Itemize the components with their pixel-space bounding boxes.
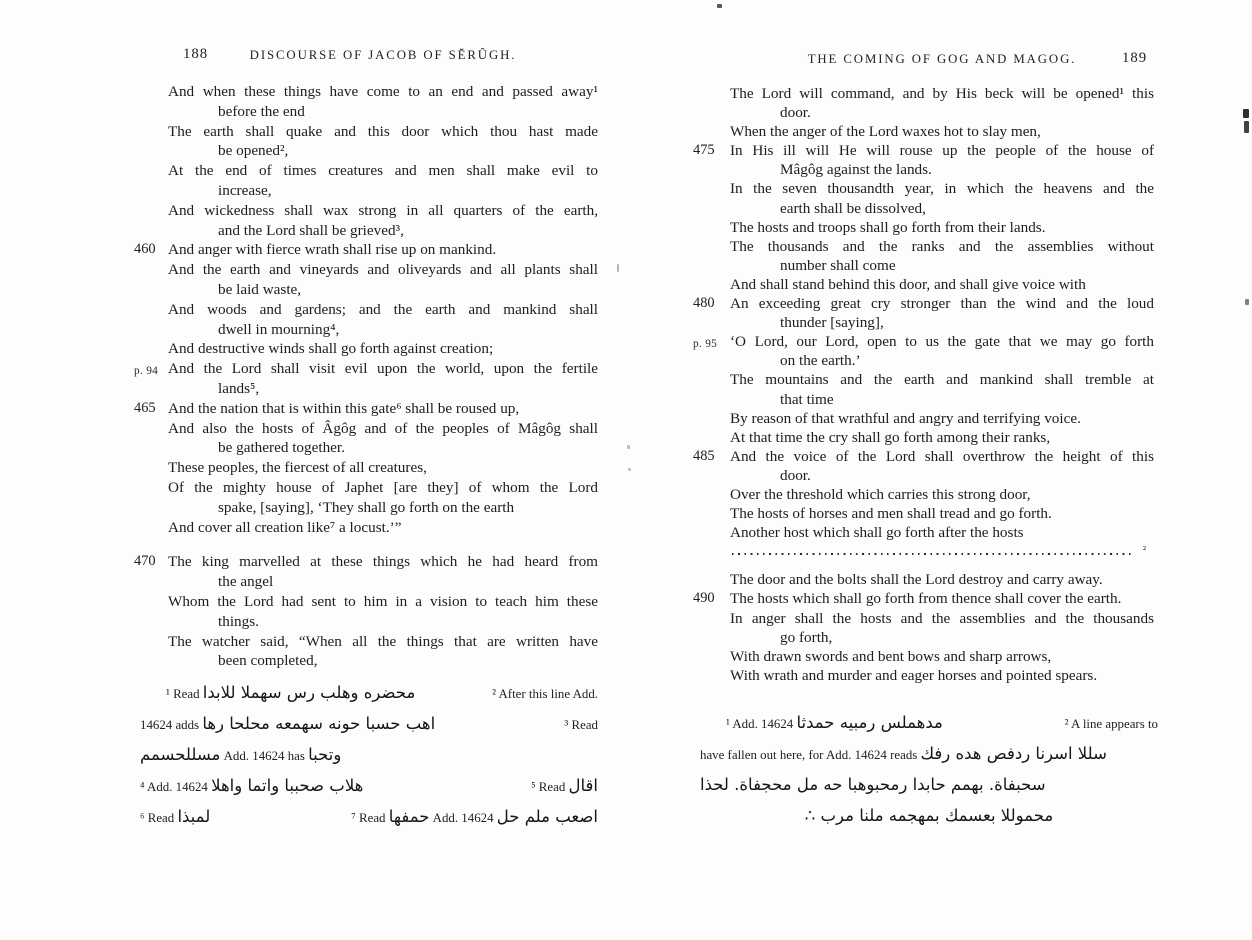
verse-number: 460 (134, 241, 156, 258)
verse-text: that time (780, 390, 834, 408)
verse-text: door. (780, 466, 811, 484)
verse-line (730, 428, 1154, 447)
verse-line (168, 419, 598, 439)
footnote-text: Add. 14624 (429, 811, 497, 825)
verse-line (730, 666, 1154, 685)
scan-speck (1245, 299, 1249, 305)
verse-text: The watcher said, “When all the things that are written have (168, 632, 598, 650)
verse-text: earth shall be dissolved, (780, 199, 926, 217)
verse-text: And the nation that is within this gate⁶ shall be roused up, (168, 399, 520, 417)
verse-text: lands⁵, (218, 379, 260, 397)
verse-line (730, 523, 1154, 542)
marginal-page-ref: p. 94 (134, 365, 159, 378)
footnote-group (140, 802, 210, 833)
verse-text: And when these things have come to an end and passed away¹ (168, 83, 598, 100)
verse-text: With drawn swords and bent bows and sharp arrows, (730, 647, 1052, 665)
verse-text: be gathered together. (218, 439, 345, 457)
verse-line (693, 447, 1154, 466)
verse-line (134, 552, 598, 572)
verse-line (730, 504, 1154, 523)
verse-text: Over the threshold which carries this strong door, (730, 485, 1031, 503)
verse-text: ‘O Lord, our Lord, open to us the gate that we may go forth (730, 333, 1154, 351)
verse-text: And the voice of the Lord shall overthrow the height of this (730, 447, 1154, 465)
verse-line (168, 379, 598, 399)
footnote-line (700, 708, 1158, 739)
verse-line (168, 280, 598, 300)
footnote-group (1065, 709, 1158, 739)
scan-speck (717, 4, 722, 8)
syriac-text: حمفها (388, 807, 430, 826)
verse-line (693, 294, 1154, 313)
verse-line (168, 201, 598, 221)
footnote-group (166, 678, 415, 709)
verse-text: spake, [saying], ‘They shall go forth on the earth (218, 498, 515, 516)
verse-line (730, 628, 1154, 647)
verse-text: By reason of that wrathful and angry and terrifying voice. (730, 409, 1081, 427)
verse-line (168, 498, 598, 518)
verse-line (693, 332, 1154, 351)
verse-line (693, 589, 1154, 608)
page-number-left: 188 (183, 46, 209, 62)
verse-text: Mâgôg against the lands. (780, 161, 932, 179)
verse-line (693, 141, 1154, 160)
footnote-text: ⁴ Add. 14624 (140, 780, 212, 794)
verse-line (168, 518, 598, 538)
verse-text: And cover all creation like⁷ a locust.’” (168, 518, 402, 536)
page-right-footnotes (700, 708, 1158, 832)
page-right-body (693, 84, 1154, 685)
verse-number: 465 (134, 399, 156, 416)
verse-line (730, 409, 1154, 428)
verse-text: And the earth and vineyards and oliveyards and all plants shall (168, 261, 598, 279)
footnote-text: ⁷ Read (351, 811, 389, 825)
verse-line (730, 466, 1154, 485)
footnote-group (492, 679, 598, 709)
verse-text: be laid waste, (218, 280, 302, 298)
verse-line (168, 572, 598, 592)
verse-line (168, 651, 598, 671)
footnote-line (140, 678, 598, 709)
verse-text: The thousands and the ranks and the assemblies without (730, 237, 1154, 255)
verse-text: And also the hosts of Âgôg and of the peoples of Mâgôg shall (168, 419, 598, 437)
verse-line (168, 122, 598, 142)
verse-text: The king marvelled at these things which he had heard from (168, 553, 598, 571)
footnote-group (700, 775, 1046, 794)
verse-number: 480 (693, 295, 715, 312)
verse-text: The hosts and troops shall go forth from their lands. (730, 218, 1046, 236)
verse-line (730, 218, 1154, 237)
verse-line (730, 160, 1154, 179)
syriac-text: هلاب صحببا واتما واهلا (211, 776, 364, 795)
verse-line (134, 359, 598, 379)
verse-text: In anger shall the hosts and the assemblies and the thousands (730, 609, 1154, 627)
verse-text: The Lord will command, and by His beck will be opened¹ this (730, 85, 1154, 102)
footnote-text: ⁵ Read (531, 780, 569, 794)
verse-line (730, 370, 1154, 389)
verse-text: dwell in mourning⁴, (218, 320, 340, 338)
verse-line (730, 84, 1154, 103)
syriac-text: اقال (568, 776, 598, 795)
verse-line (168, 82, 598, 102)
footnote-text: ² A line appears to (1064, 717, 1158, 731)
verse-text: And destructive winds shall go forth against creation; (168, 340, 494, 358)
verse-line (730, 237, 1154, 256)
verse-text: At that time the cry shall go forth among their ranks, (730, 428, 1051, 446)
verse-text: And shall stand behind this door, and shall give voice with (730, 275, 1086, 293)
verse-text: And woods and gardens; and the earth and mankind shall (168, 300, 598, 318)
syriac-text: وتحبا (308, 745, 342, 764)
verse-text: go forth, (780, 628, 833, 646)
footnote-group (351, 802, 598, 833)
verse-line (168, 458, 598, 478)
verse-text: And wickedness shall wax strong in all quarters of the earth, (168, 201, 598, 219)
verse-text: before the end (218, 102, 305, 120)
verse-line (730, 179, 1154, 198)
footnote-text: ³ Read (564, 718, 598, 732)
verse-text: thunder [saying], (780, 314, 884, 332)
footnote-group (140, 709, 435, 740)
syriac-text: لمبذا (177, 807, 211, 826)
footnote-line (140, 709, 598, 740)
verse-text: been completed, (218, 652, 318, 670)
verse-line (730, 609, 1154, 628)
verse-text: The earth shall quake and this door which thou hast made (168, 122, 598, 140)
verse-number: 490 (693, 590, 715, 607)
footnote-text: ¹ Add. 14624 (726, 717, 797, 731)
verse-line (168, 478, 598, 498)
footnote-group (804, 806, 1054, 825)
footnote-group (140, 771, 363, 802)
verse-number: 485 (693, 447, 715, 464)
dotted-rule (732, 553, 1132, 555)
verse-line (168, 592, 598, 612)
verse-line (168, 221, 598, 241)
verse-text: things. (218, 612, 259, 630)
verse-text: An exceeding great cry stronger than the wind and the loud (730, 295, 1154, 313)
footnote-line (140, 771, 598, 802)
verse-text: number shall come (780, 256, 896, 274)
omission-line (730, 542, 1154, 561)
verse-line (168, 612, 598, 632)
verse-line (730, 256, 1154, 275)
footnote-text: have fallen out here, for Add. 14624 reads (700, 748, 921, 762)
syriac-text: مسللحسمم (140, 745, 221, 764)
verse-text: on the earth.’ (780, 352, 861, 370)
verse-text: At the end of times creatures and men shall make evil to (168, 162, 598, 180)
verse-text: The door and the bolts shall the Lord destroy and carry away. (730, 571, 1103, 589)
verse-text: the angel (218, 573, 274, 591)
syriac-text: مدهملس رمبيه حمدثا (796, 713, 943, 732)
footnote-line (700, 801, 1158, 832)
verse-line (168, 161, 598, 181)
footnote-group (726, 708, 943, 739)
verse-line (134, 399, 598, 419)
verse-line (134, 240, 598, 260)
verse-text: Of the mighty house of Japhet [are they] of whom the Lord (168, 478, 598, 496)
verse-line (730, 103, 1154, 122)
verse-line (730, 485, 1154, 504)
verse-text: The hosts of horses and men shall tread and go forth. (730, 505, 1052, 523)
verse-text: increase, (218, 181, 272, 199)
verse-line (730, 313, 1154, 332)
verse-text: In His ill will He will rouse up the people of the house of (730, 142, 1154, 160)
syriac-text: محضره وهلب رس سهملا للابدا (202, 683, 416, 702)
footnote-line (700, 770, 1158, 801)
verse-line (730, 647, 1154, 666)
verse-text: The mountains and the earth and mankind shall tremble at (730, 371, 1154, 389)
marginal-page-ref: p. 95 (693, 338, 718, 351)
verse-line (168, 260, 598, 280)
verse-text: be opened², (218, 142, 289, 160)
verse-text: With wrath and murder and eager horses and pointed spears. (730, 666, 1098, 684)
verse-text: Whom the Lord had sent to him in a vision to teach him these (168, 592, 598, 610)
footnote-line (140, 740, 598, 771)
page-number-right: 189 (1122, 50, 1148, 66)
scan-speck (1244, 121, 1249, 133)
verse-text: door. (780, 104, 811, 122)
verse-line (168, 300, 598, 320)
syriac-text: سللا اسرنا ردفص هده رفك (920, 744, 1107, 763)
page-left-footnotes (140, 678, 598, 833)
footnote-line (140, 802, 598, 833)
verse-number: 470 (134, 553, 156, 570)
scan-speck (628, 468, 631, 471)
verse-line (730, 275, 1154, 294)
footnote-group (700, 744, 1107, 763)
verse-line (168, 632, 598, 652)
verse-text: The hosts which shall go forth from thence shall cover the earth. (730, 590, 1122, 608)
footnote-marker: ² (1142, 545, 1146, 557)
verse-line (168, 141, 598, 161)
verse-text: Another host which shall go forth after the hosts (730, 524, 1024, 542)
scan-speck (617, 264, 619, 272)
verse-line (168, 339, 598, 359)
verse-line (168, 438, 598, 458)
footnote-group (531, 771, 598, 802)
verse-line (730, 570, 1154, 589)
syriac-text: محموللا بعسمك بمهجمه ملنا مرب ∴ (804, 806, 1054, 825)
running-title-right: THE COMING OF GOG AND MAGOG. (807, 52, 1077, 66)
footnote-group (140, 745, 342, 764)
verse-line (730, 351, 1154, 370)
footnote-text: 14624 adds (140, 718, 203, 732)
verse-line (730, 390, 1154, 409)
footnote-text: ² After this line Add. (492, 687, 598, 701)
verse-text: And the Lord shall visit evil upon the world, upon the fertile (168, 360, 598, 378)
scan-speck (627, 445, 630, 449)
verse-line (730, 199, 1154, 218)
verse-number: 475 (693, 142, 715, 159)
verse-text: and the Lord shall be grieved³, (218, 221, 404, 239)
verse-text: In the seven thousandth year, in which the heavens and the (730, 180, 1154, 198)
verse-line (730, 122, 1154, 141)
verse-line (168, 102, 598, 122)
verse-text: These peoples, the fiercest of all creatures, (168, 459, 427, 477)
verse-text: And anger with fierce wrath shall rise up on mankind. (168, 241, 497, 259)
verse-line (168, 320, 598, 340)
footnote-line (700, 739, 1158, 770)
syriac-text: سحبفاة. بهمم حابدا رمحبوهبا حه مل محجفاة. لحذا (700, 775, 1046, 794)
footnote-text: ¹ Read (166, 687, 203, 701)
footnote-text: ⁶ Read (140, 811, 178, 825)
syriac-text: اصعب ملم حل (496, 807, 598, 826)
verse-text: When the anger of the Lord waxes hot to slay men, (730, 123, 1041, 141)
running-title-left: DISCOURSE OF JACOB OF SĔRÛGH. (249, 48, 517, 62)
footnote-text: Add. 14624 has (220, 749, 309, 763)
verse-line (168, 181, 598, 201)
scan-speck (1243, 109, 1249, 118)
page-left-body (134, 82, 598, 671)
footnote-group (564, 710, 598, 740)
syriac-text: اهب حسبا حونه سهمعه محلحا رها (202, 714, 436, 733)
